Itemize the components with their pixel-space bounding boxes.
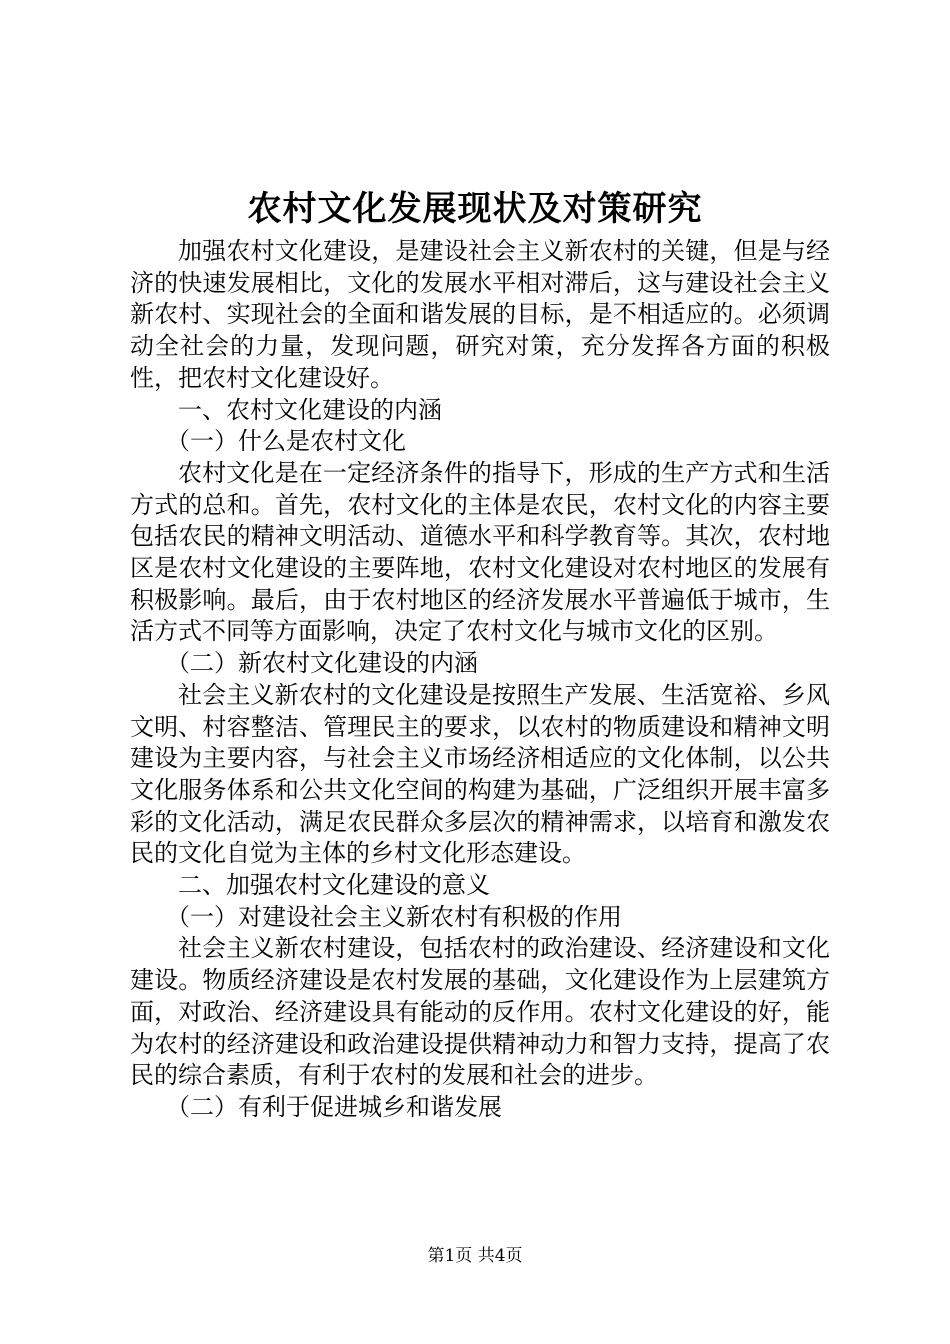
- subsection-heading-1-1: （一）什么是农村文化: [166, 427, 406, 456]
- subsection-heading-1-2: （二）新农村文化建设的内涵: [166, 649, 478, 678]
- paragraph-positive-role: 社会主义新农村建设，包括农村的政治建设、经济建设和文化建设。物质经济建设是农村发展的基础，文化建设作为上层建筑方面，对政治、经济建设具有能动的反作用。农村文化建设的好，能为农村的经济建设和政治建设提供精神动力和智力支持，提高了农民的综合素质，有利于农村的发展和社会的进步。: [130, 934, 830, 1090]
- paragraph-rural-culture: 农村文化是在一定经济条件的指导下，形成的生产方式和生活方式的总和。首先，农村文化的主体是农民，农村文化的内容主要包括农民的精神文明活动、道德水平和科学教育等。其次，农村地区是农村文化建设的主要阵地，农村文化建设对农村地区的发展有积极影响。最后，由于农村地区的经济发展水平普遍低于城市，生活方式不同等方面影响，决定了农村文化与城市文化的区别。: [130, 458, 830, 646]
- section-heading-1: 一、农村文化建设的内涵: [178, 395, 442, 424]
- section-heading-2: 二、加强农村文化建设的意义: [178, 871, 490, 900]
- subsection-heading-2-1: （一）对建设社会主义新农村有积极的作用: [166, 902, 622, 931]
- subsection-heading-2-2: （二）有利于促进城乡和谐发展: [166, 1092, 502, 1121]
- paragraph-intro: 加强农村文化建设，是建设社会主义新农村的关键，但是与经济的快速发展相比，文化的发展水平相对滞后，这与建设社会主义新农村、实现社会的全面和谐发展的目标，是不相适应的。必须调动全社会的力量，发现问题，研究对策，充分发挥各方面的积极性，把农村文化建设好。: [130, 237, 830, 392]
- document-body: [130, 236, 830, 1124]
- document-title: 农村文化发展现状及对策研究: [247, 189, 703, 229]
- paragraph-new-rural-culture: 社会主义新农村的文化建设是按照生产发展、生活宽裕、乡风文明、村容整洁、管理民主的要求，以农村的物质建设和精神文明建设为主要内容，与社会主义市场经济相适应的文化体制，以公共文化服务体系和公共文化空间的构建为基础，广泛组织开展丰富多彩的文化活动，满足农民群众多层次的精神需求，以培育和激发农民的文化自觉为主体的乡村文化形态建设。: [130, 680, 830, 868]
- page-footer: 第1页 共4页: [427, 1246, 523, 1266]
